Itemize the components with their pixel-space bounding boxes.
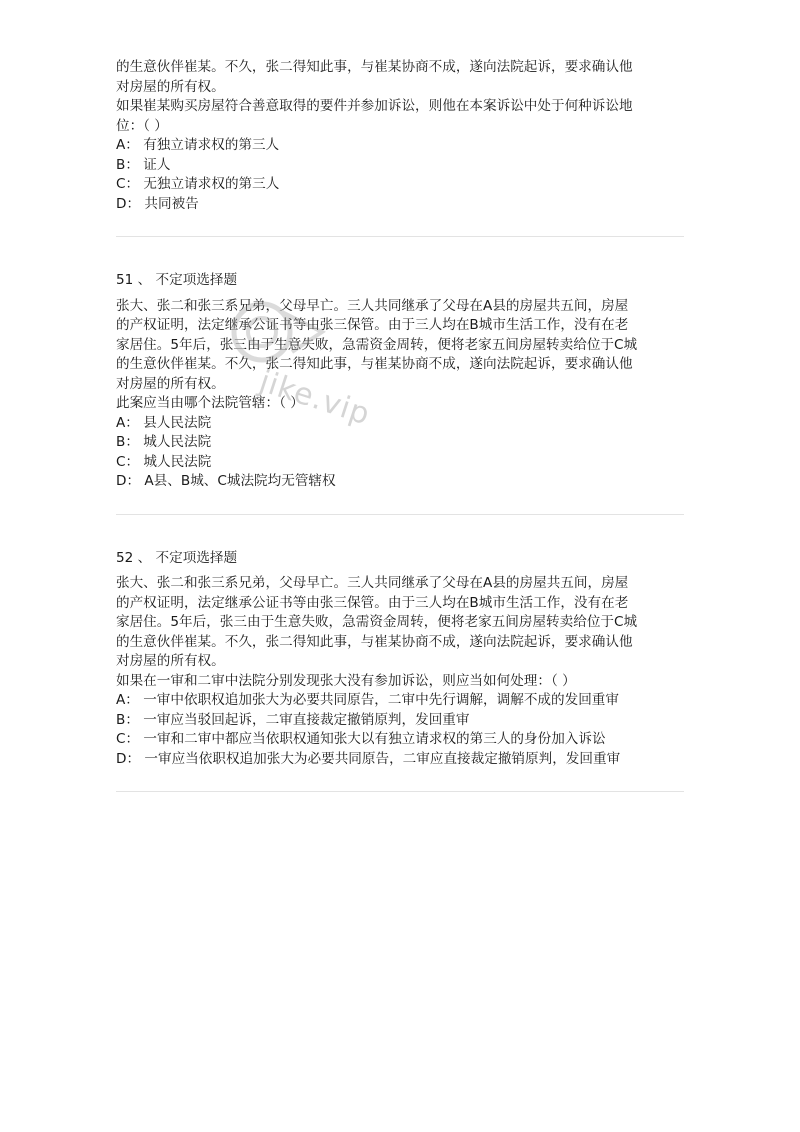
- stem-line: 家居住。5年后，张三由于生意失败，急需资金周转，便将老家五间房屋转卖给位于C城: [116, 336, 638, 353]
- question-divider: [116, 514, 684, 515]
- stem-line: 家居住。5年后，张三由于生意失败，急需资金周转，便将老家五间房屋转卖给位于C城: [116, 614, 638, 630]
- stem-line: 张大、张二和张三系兄弟，父母早亡。三人共同继承了父母在A县的房屋共五间，房屋: [116, 297, 629, 314]
- option-a: A： 有独立请求权的第三人: [116, 137, 280, 153]
- question-52: [116, 549, 686, 770]
- watermark-text: jike.vip: [255, 364, 375, 433]
- question-prompt: 此案应当由哪个法院管辖：（ ）: [116, 395, 304, 411]
- stem-line: 张大、张二和张三系兄弟，父母早亡。三人共同继承了父母在A县的房屋共五间，房屋: [116, 575, 629, 591]
- stem-line: 对房屋的所有权。: [116, 653, 225, 669]
- stem-line: 位：（ ）: [116, 117, 168, 134]
- question-header: 52 、 不定项选择题: [116, 549, 238, 566]
- question-prompt: 如果在一审和二审中法院分别发现张大没有参加诉讼，则应当如何处理：（ ）: [116, 672, 576, 689]
- option-a: A： 县人民法院: [116, 414, 212, 431]
- question-header: 51 、 不定项选择题: [116, 272, 238, 288]
- stem-line: 的产权证明，法定继承公证书等由张三保管。由于三人均在B城市生活工作，没有在老: [116, 594, 629, 611]
- option-d: D： 一审应当依职权追加张大为必要共同原告，二审应直接裁定撤销原判，发回重审: [116, 750, 621, 767]
- document-page: [116, 58, 686, 792]
- question-divider: [116, 791, 684, 792]
- stem-line: 对房屋的所有权。: [116, 78, 225, 95]
- option-b: B： 城人民法院: [116, 434, 212, 450]
- option-c: C： 城人民法院: [116, 453, 212, 470]
- option-a: A： 一审中依职权追加张大为必要共同原告，二审中先行调解，调解不成的发回重审: [116, 692, 619, 708]
- stem-line: 的生意伙伴崔某。不久，张二得知此事，与崔某协商不成，遂向法院起诉，要求确认他: [116, 59, 633, 75]
- option-d: D： A县、B城、C城法院均无管辖权: [116, 473, 336, 489]
- question-51: [116, 271, 686, 492]
- option-c: C： 一审和二审中都应当依职权通知张大以有独立请求权的第三人的身份加入诉讼: [116, 731, 606, 747]
- stem-line: 的生意伙伴崔某。不久，张二得知此事，与崔某协商不成，遂向法院起诉，要求确认他: [116, 633, 633, 650]
- option-c: C： 无独立请求权的第三人: [116, 176, 280, 192]
- stem-line: 对房屋的所有权。: [116, 375, 225, 392]
- stem-line: 的产权证明，法定继承公证书等由张三保管。由于三人均在B城市生活工作，没有在老: [116, 317, 629, 333]
- option-d: D： 共同被告: [116, 195, 199, 212]
- stem-line: 的生意伙伴崔某。不久，张二得知此事，与崔某协商不成，遂向法院起诉，要求确认他: [116, 356, 633, 372]
- option-b: B： 一审应当驳回起诉，二审直接裁定撤销原判，发回重审: [116, 711, 470, 728]
- question-fragment: [116, 58, 686, 214]
- stem-line: 如果崔某购买房屋符合善意取得的要件并参加诉讼，则他在本案诉讼中处于何种诉讼地: [116, 98, 633, 114]
- question-divider: [116, 236, 684, 237]
- option-b: B： 证人: [116, 156, 171, 173]
